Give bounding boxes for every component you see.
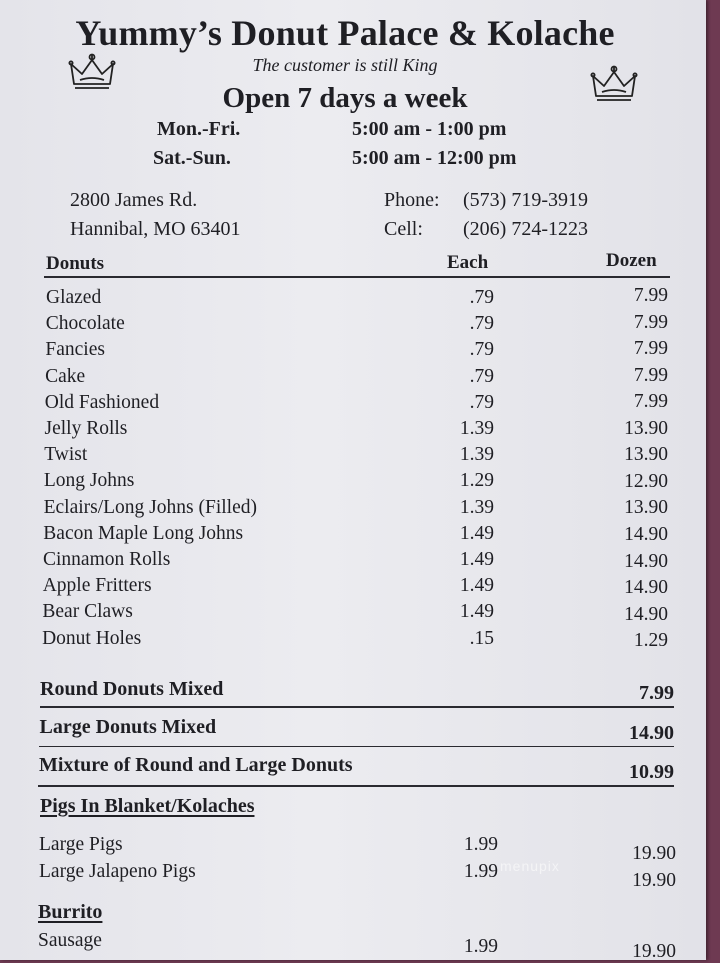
menu-item-dozen-price: 1.29	[633, 630, 668, 652]
header-divider	[44, 276, 670, 278]
menu-item-dozen-price: 13.90	[624, 444, 668, 466]
menu-item-each-price: 1.49	[459, 601, 494, 623]
menu-item-name: Eclairs/Long Johns (Filled)	[43, 496, 257, 518]
menu-item-name: Bear Claws	[42, 601, 133, 623]
pigs-heading: Pigs In Blanket/Kolaches	[40, 795, 255, 817]
menu-item-name: Sausage	[38, 930, 102, 951]
cell-number: (206) 724-1223	[463, 218, 588, 240]
menu-item-each-price: .79	[469, 313, 494, 335]
address-line1: 2800 James Rd.	[70, 189, 198, 211]
menu-item-dozen-price: 14.90	[624, 550, 668, 572]
menu-item-name: Glazed	[46, 287, 102, 308]
section-divider	[40, 706, 674, 708]
menu-item-name: Chocolate	[45, 313, 125, 335]
mixed-item-price: 10.99	[629, 761, 674, 783]
hours-time: 5:00 am - 12:00 pm	[352, 147, 517, 169]
mixed-item-price: 14.90	[629, 721, 674, 744]
each-column-header: Each	[447, 252, 489, 273]
menu-item-dozen-price: 14.90	[624, 577, 668, 599]
section-divider	[39, 746, 674, 748]
menu-item-name: Large Jalapeno Pigs	[39, 861, 196, 882]
restaurant-title: Yummy’s Donut Palace & Kolache	[75, 13, 615, 53]
menu-item-each-price: 1.99	[463, 861, 498, 882]
menu-item-each-price: 1.49	[459, 522, 494, 544]
menu-item-each-price: 1.39	[459, 496, 494, 518]
menu-item-dozen-price: 7.99	[633, 311, 668, 333]
hours-days: Mon.-Fri.	[157, 118, 241, 140]
menu-item-each-price: .79	[469, 339, 494, 361]
mixed-item-price: 7.99	[639, 682, 674, 704]
menu-item-dozen-price: 14.90	[624, 603, 668, 625]
mixed-item-name: Mixture of Round and Large Donuts	[39, 754, 353, 776]
menu-item-each-price: 1.49	[459, 575, 494, 597]
mixed-item-name: Round Donuts Mixed	[40, 678, 224, 700]
section-divider	[38, 785, 674, 787]
menu-item-each-price: .79	[469, 287, 494, 308]
cell-label: Cell:	[384, 218, 423, 240]
menu-item-each-price: 1.49	[459, 549, 494, 570]
dozen-column-header: Dozen	[606, 250, 657, 271]
menu-item-each-price: 1.39	[459, 418, 494, 439]
burrito-heading: Burrito	[38, 901, 103, 923]
menu-item-name: Large Pigs	[39, 834, 123, 855]
menu-item-dozen-price: 7.99	[633, 338, 668, 360]
menu-item-name: Apple Fritters	[42, 575, 152, 597]
mixed-item-name: Large Donuts Mixed	[39, 716, 217, 738]
menu-item-each-price: 1.39	[459, 444, 494, 466]
menu-item-name: Twist	[44, 444, 88, 466]
menu-item-dozen-price: 19.90	[632, 870, 676, 891]
menu-item-dozen-price: 7.99	[633, 391, 668, 413]
menu-item-each-price: 1.99	[463, 936, 498, 957]
phone-label: Phone:	[384, 189, 440, 211]
menu-item-each-price: .15	[469, 627, 494, 649]
menu-item-name: Donut Holes	[42, 627, 142, 649]
hours-days: Sat.-Sun.	[153, 147, 231, 169]
menu-item-dozen-price: 7.99	[633, 364, 668, 386]
menu-item-name: Fancies	[45, 339, 105, 361]
hours-time: 5:00 am - 1:00 pm	[352, 118, 507, 140]
menu-item-name: Long Johns	[43, 470, 135, 492]
phone-number: (573) 719-3919	[463, 189, 588, 211]
menu-item-name: Cake	[45, 365, 86, 387]
donuts-heading: Donuts	[46, 253, 105, 274]
menu-item-dozen-price: 13.90	[624, 497, 668, 519]
menu-item-dozen-price: 13.90	[624, 417, 668, 439]
menu-item-each-price: 1.29	[459, 470, 494, 492]
tagline: The customer is still King	[252, 55, 438, 75]
menu-item-name: Jelly Rolls	[44, 418, 128, 439]
open-days: Open 7 days a week	[222, 82, 468, 114]
watermark-text: menupix	[500, 858, 560, 874]
menu-item-dozen-price: 12.90	[624, 470, 668, 492]
menu-item-dozen-price: 19.90	[632, 843, 676, 864]
menu-item-dozen-price: 19.90	[632, 941, 676, 962]
menu-item-dozen-price: 7.99	[633, 285, 668, 306]
address-line2: Hannibal, MO 63401	[70, 218, 241, 240]
menu-item-each-price: 1.99	[463, 834, 498, 855]
menu-item-dozen-price: 14.90	[624, 523, 668, 545]
menu-item-name: Bacon Maple Long Johns	[43, 522, 244, 544]
menu-item-name: Old Fashioned	[44, 391, 160, 413]
menu-item-name: Cinnamon Rolls	[43, 549, 171, 570]
menu-item-each-price: .79	[469, 391, 494, 413]
menu-item-each-price: .79	[469, 365, 494, 387]
